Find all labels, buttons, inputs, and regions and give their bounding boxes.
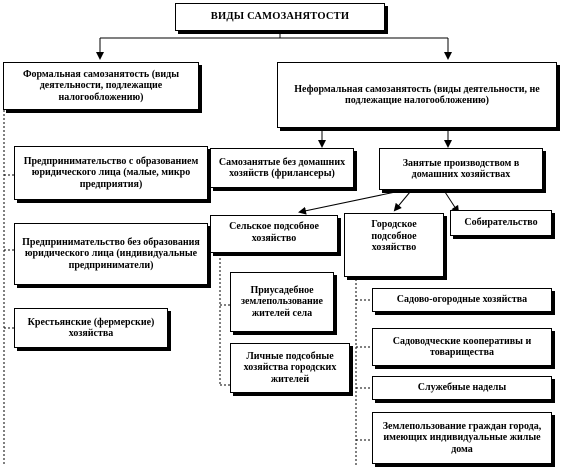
urban-child-4-label: Землепользование граждан города, имеющих индивидуальные жилые дома: [382, 420, 542, 455]
urban-child-1-label: Садово-огородные хозяйства: [396, 294, 528, 306]
urban-child-3: [372, 376, 552, 400]
formal-label: Формальная самозанятость (виды деятельности, подлежащие налогообложению): [22, 68, 180, 103]
household-label: Занятые производством в домашних хозяйствах: [402, 157, 520, 180]
formal-box: [3, 62, 199, 110]
informal-box: [277, 62, 557, 128]
formal-child-2-label: Предпринимательство без образования юридического лица (индивидуальные предприниматели): [22, 236, 200, 271]
rural-child-1: [230, 272, 334, 332]
informal-label: Неформальная самозанятость (виды деятельности, не подлежащие налогообложению): [294, 83, 540, 106]
formal-child-2: [14, 223, 208, 285]
urban-child-2-label: Садоводческие кооперативы и товарищества: [392, 335, 532, 358]
urban-child-1: [372, 288, 552, 312]
urban-child-2: [372, 328, 552, 366]
urban-label: Городское подсобное хозяйство: [371, 219, 417, 253]
urban-box: [344, 213, 444, 277]
formal-child-1: [14, 146, 208, 200]
formal-child-3-label: Крестьянские (фермерские) хозяйства: [27, 316, 155, 339]
rural-label: Сельское подсобное хозяйство: [229, 221, 319, 244]
formal-child-3: [14, 308, 168, 348]
urban-child-3-label: Служебные наделы: [417, 382, 507, 394]
arrow-to-urban: [395, 192, 410, 210]
rural-child-1-label: Приусадебное землепользование жителей села: [241, 284, 323, 319]
arrow-to-rural: [300, 190, 405, 212]
gathering-label: Собирательство: [464, 217, 538, 229]
freelance-label: Самозанятые без домашних хозяйств (фрилансеры): [218, 156, 346, 179]
freelance-box: [210, 148, 354, 188]
rural-child-2-label: Личные подсобные хозяйства городских жителей: [243, 350, 337, 385]
rural-child-2: [230, 343, 350, 393]
household-box: [379, 148, 543, 190]
formal-child-1-label: Предпринимательство с образованием юридического лица (малые, микро предприятия): [23, 155, 199, 190]
rural-box: [210, 215, 338, 253]
gathering-box: [450, 210, 552, 236]
root-label: ВИДЫ САМОЗАНЯТОСТИ: [210, 10, 350, 22]
arrow-to-gathering: [445, 192, 458, 212]
urban-child-4: [372, 412, 552, 464]
root-box: [175, 3, 385, 31]
